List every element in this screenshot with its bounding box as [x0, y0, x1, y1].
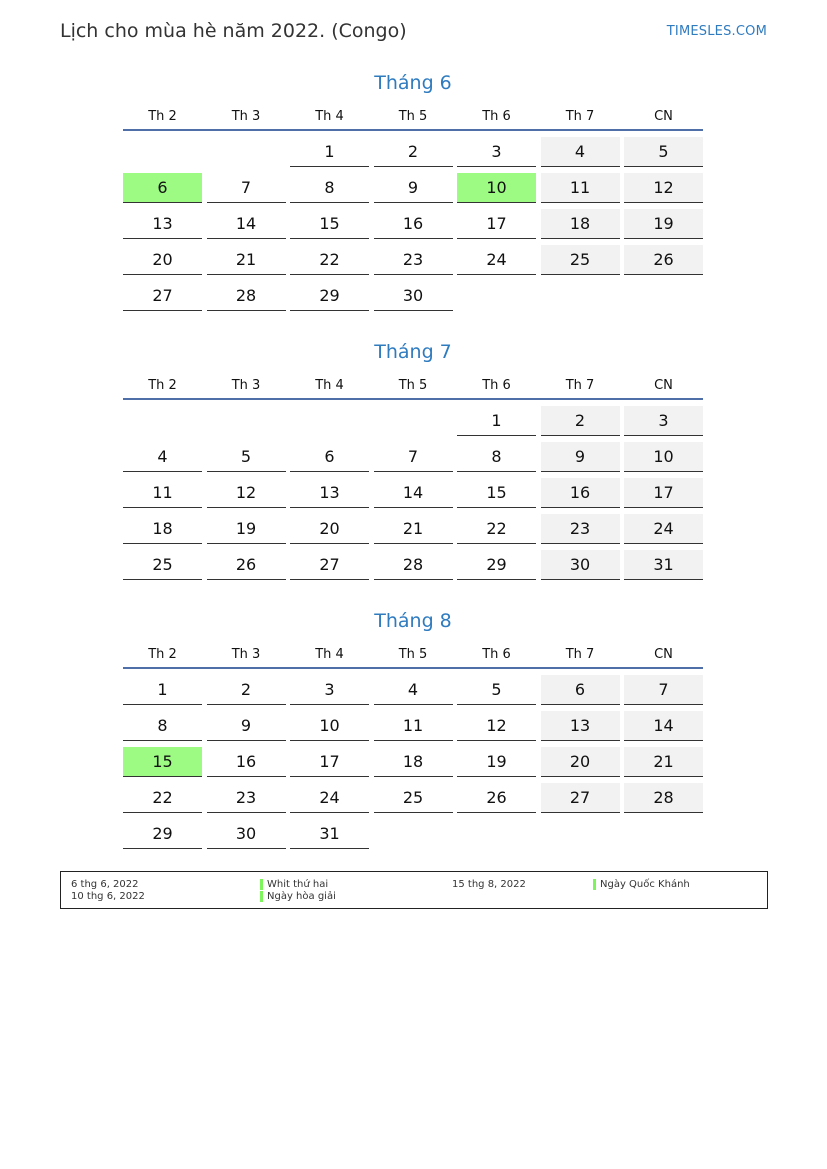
day-cell[interactable]: 3 — [457, 137, 536, 167]
legend-marker — [593, 879, 596, 890]
day-cell[interactable]: 19 — [624, 209, 703, 239]
empty-day-cell — [624, 819, 703, 849]
weekday-label: Th 2 — [148, 647, 177, 662]
day-cell[interactable]: 21 — [624, 747, 703, 777]
legend-holiday-name: Ngày hòa giải — [267, 891, 336, 902]
month-july — [123, 339, 703, 580]
day-cell[interactable]: 29 — [123, 819, 202, 849]
day-cell[interactable]: 7 — [207, 173, 286, 203]
weekday-header — [123, 376, 703, 400]
day-cell[interactable]: 20 — [123, 245, 202, 275]
weekday-header — [123, 107, 703, 131]
day-cell[interactable]: 28 — [624, 783, 703, 813]
day-cell[interactable]: 14 — [624, 711, 703, 741]
week-row — [123, 406, 703, 436]
day-cell[interactable]: 6 — [123, 173, 202, 203]
day-cell[interactable]: 28 — [374, 550, 453, 580]
empty-day-cell — [457, 281, 536, 311]
day-cell[interactable]: 3 — [624, 406, 703, 436]
day-cell[interactable]: 11 — [541, 173, 620, 203]
weekday-label: CN — [654, 109, 673, 124]
weekday-label: Th 7 — [565, 647, 595, 662]
weekday-label: Th 4 — [315, 647, 344, 662]
weekday-label: CN — [654, 647, 673, 662]
week-row — [123, 442, 703, 472]
week-row — [123, 137, 703, 167]
day-cell[interactable]: 24 — [624, 514, 703, 544]
legend-date: 6 thg 6, 2022 — [71, 879, 139, 890]
month-august — [123, 608, 703, 849]
day-cell[interactable]: 1 — [457, 406, 536, 436]
weekday-label: Th 5 — [398, 647, 428, 662]
weekday-label: Th 2 — [148, 378, 177, 393]
legend-date: 15 thg 8, 2022 — [452, 879, 526, 890]
legend-holiday-name: Whit thứ hai — [267, 879, 329, 890]
weekday-label: Th 4 — [315, 109, 344, 124]
legend-marker — [260, 891, 263, 902]
day-cell[interactable]: 25 — [123, 550, 202, 580]
day-cell[interactable]: 1 — [290, 137, 369, 167]
day-cell[interactable]: 1 — [123, 675, 202, 705]
weekday-label: CN — [654, 378, 673, 393]
day-cell[interactable]: 9 — [374, 173, 453, 203]
day-cell[interactable]: 5 — [207, 442, 286, 472]
day-cell[interactable]: 16 — [374, 209, 453, 239]
day-cell[interactable]: 3 — [290, 675, 369, 705]
legend-marker — [260, 879, 263, 890]
day-cell[interactable]: 26 — [457, 783, 536, 813]
day-cell[interactable]: 23 — [207, 783, 286, 813]
month-june — [123, 70, 703, 311]
day-cell[interactable]: 18 — [123, 514, 202, 544]
day-cell[interactable]: 31 — [624, 550, 703, 580]
weekday-label: Th 4 — [315, 378, 344, 393]
week-row — [123, 783, 703, 813]
day-cell[interactable]: 4 — [123, 442, 202, 472]
weekday-label: Th 5 — [398, 378, 428, 393]
weekday-label: Th 5 — [398, 109, 428, 124]
week-row — [123, 478, 703, 508]
week-row — [123, 173, 703, 203]
day-cell[interactable]: 16 — [207, 747, 286, 777]
day-cell[interactable]: 24 — [290, 783, 369, 813]
day-cell[interactable]: 2 — [374, 137, 453, 167]
day-cell[interactable]: 31 — [290, 819, 369, 849]
week-row — [123, 550, 703, 580]
day-cell[interactable]: 26 — [207, 550, 286, 580]
day-cell[interactable]: 18 — [374, 747, 453, 777]
weekday-label: Th 6 — [482, 109, 511, 124]
day-cell[interactable]: 2 — [541, 406, 620, 436]
day-cell[interactable]: 11 — [374, 711, 453, 741]
day-cell[interactable]: 23 — [541, 514, 620, 544]
day-cell[interactable]: 17 — [457, 209, 536, 239]
day-cell[interactable]: 15 — [290, 209, 369, 239]
day-cell[interactable]: 26 — [624, 245, 703, 275]
week-row — [123, 747, 703, 777]
day-cell[interactable]: 12 — [457, 711, 536, 741]
day-cell[interactable]: 21 — [207, 245, 286, 275]
day-cell[interactable]: 13 — [123, 209, 202, 239]
day-cell[interactable]: 7 — [374, 442, 453, 472]
empty-day-cell — [457, 819, 536, 849]
day-cell[interactable]: 20 — [541, 747, 620, 777]
day-cell[interactable]: 9 — [207, 711, 286, 741]
day-cell[interactable]: 12 — [624, 173, 703, 203]
weekday-label: Th 3 — [231, 109, 261, 124]
day-cell[interactable]: 24 — [457, 245, 536, 275]
empty-day-cell — [290, 406, 369, 436]
day-cell[interactable]: 5 — [457, 675, 536, 705]
day-cell[interactable]: 27 — [541, 783, 620, 813]
day-cell[interactable]: 8 — [123, 711, 202, 741]
empty-day-cell — [541, 281, 620, 311]
day-cell[interactable]: 21 — [374, 514, 453, 544]
day-cell[interactable]: 4 — [541, 137, 620, 167]
week-row — [123, 209, 703, 239]
day-cell[interactable]: 10 — [457, 173, 536, 203]
day-cell[interactable]: 15 — [123, 747, 202, 777]
week-row — [123, 675, 703, 705]
empty-day-cell — [374, 819, 453, 849]
weekday-header — [123, 645, 703, 669]
day-cell[interactable]: 27 — [290, 550, 369, 580]
week-row — [123, 245, 703, 275]
page-title: Lịch cho mùa hè năm 2022. (Congo) — [60, 20, 407, 42]
day-cell[interactable]: 22 — [290, 245, 369, 275]
day-cell[interactable]: 23 — [374, 245, 453, 275]
day-cell[interactable]: 30 — [541, 550, 620, 580]
day-cell[interactable]: 8 — [290, 173, 369, 203]
day-cell[interactable]: 17 — [624, 478, 703, 508]
empty-day-cell — [541, 819, 620, 849]
day-cell[interactable]: 17 — [290, 747, 369, 777]
day-cell[interactable]: 2 — [207, 675, 286, 705]
weekday-label: Th 7 — [565, 109, 595, 124]
month-title: Tháng 8 — [374, 610, 452, 632]
empty-day-cell — [123, 406, 202, 436]
week-row — [123, 514, 703, 544]
day-cell[interactable]: 13 — [541, 711, 620, 741]
holiday-legend — [60, 871, 768, 909]
weekday-label: Th 7 — [565, 378, 595, 393]
month-title: Tháng 6 — [374, 72, 452, 94]
day-cell[interactable]: 18 — [541, 209, 620, 239]
day-cell[interactable]: 20 — [290, 514, 369, 544]
day-cell[interactable]: 22 — [457, 514, 536, 544]
legend-date: 10 thg 6, 2022 — [71, 891, 145, 902]
day-cell[interactable]: 29 — [457, 550, 536, 580]
day-cell[interactable]: 10 — [624, 442, 703, 472]
weekday-label: Th 6 — [482, 378, 511, 393]
day-cell[interactable]: 19 — [457, 747, 536, 777]
day-cell[interactable]: 29 — [290, 281, 369, 311]
empty-day-cell — [374, 406, 453, 436]
day-cell[interactable]: 16 — [541, 478, 620, 508]
weekday-label: Th 3 — [231, 647, 261, 662]
day-cell[interactable]: 30 — [374, 281, 453, 311]
day-cell[interactable]: 14 — [207, 209, 286, 239]
day-cell[interactable]: 6 — [290, 442, 369, 472]
day-cell[interactable]: 12 — [207, 478, 286, 508]
weekday-label: Th 6 — [482, 647, 511, 662]
weekday-label: Th 3 — [231, 378, 261, 393]
day-cell[interactable]: 9 — [541, 442, 620, 472]
day-cell[interactable]: 7 — [624, 675, 703, 705]
day-cell[interactable]: 25 — [374, 783, 453, 813]
day-cell[interactable]: 15 — [457, 478, 536, 508]
weekday-label: Th 2 — [148, 109, 177, 124]
week-row — [123, 281, 703, 311]
day-cell[interactable]: 4 — [374, 675, 453, 705]
day-cell[interactable]: 27 — [123, 281, 202, 311]
day-cell[interactable]: 25 — [541, 245, 620, 275]
day-cell[interactable]: 10 — [290, 711, 369, 741]
day-cell[interactable]: 30 — [207, 819, 286, 849]
day-cell[interactable]: 6 — [541, 675, 620, 705]
day-cell[interactable]: 19 — [207, 514, 286, 544]
site-link[interactable]: TIMESLES.COM — [666, 24, 767, 39]
day-cell[interactable]: 22 — [123, 783, 202, 813]
empty-day-cell — [123, 137, 202, 167]
empty-day-cell — [624, 281, 703, 311]
empty-day-cell — [207, 137, 286, 167]
day-cell[interactable]: 28 — [207, 281, 286, 311]
day-cell[interactable]: 14 — [374, 478, 453, 508]
empty-day-cell — [207, 406, 286, 436]
day-cell[interactable]: 11 — [123, 478, 202, 508]
day-cell[interactable]: 13 — [290, 478, 369, 508]
week-row — [123, 819, 703, 849]
day-cell[interactable]: 8 — [457, 442, 536, 472]
legend-holiday-name: Ngày Quốc Khánh — [600, 879, 690, 890]
day-cell[interactable]: 5 — [624, 137, 703, 167]
week-row — [123, 711, 703, 741]
month-title: Tháng 7 — [374, 341, 452, 363]
